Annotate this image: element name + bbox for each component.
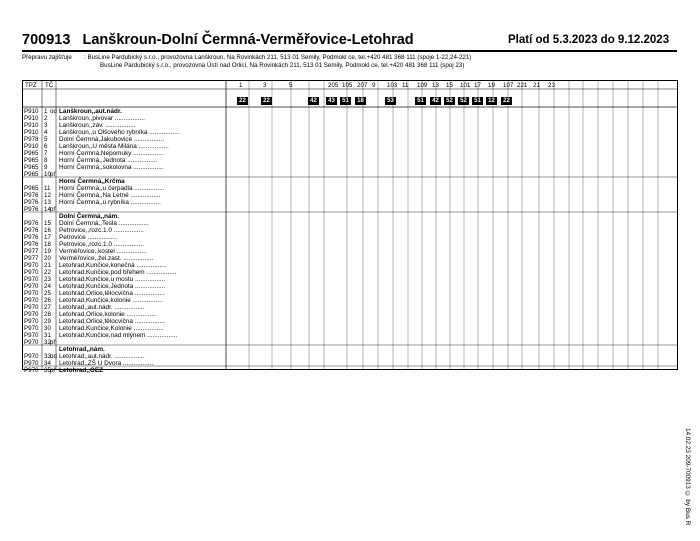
stop-tpz: P970 (24, 276, 39, 283)
stop-tpz: P965 (24, 171, 39, 178)
trip-number: 17 (474, 82, 481, 89)
stop-tc: 22 (44, 269, 51, 276)
line-number: 700913 (22, 32, 71, 48)
trip-badge: 22 (261, 97, 272, 105)
stop-tc: 11 (44, 185, 51, 192)
stop-tc: 16 (44, 227, 51, 234)
stop-tc: 28 (44, 311, 51, 318)
stop-tpz: P970 (24, 297, 39, 304)
carrier-label: Přepravu zajišťuje (22, 54, 72, 61)
stop-tc: 25 (44, 290, 51, 297)
stop-tpz: P910 (24, 122, 39, 129)
validity-period: Platí od 5.3.2023 do 9.12.2023 (508, 34, 670, 46)
stop-name: Verměřovice,,kostel ................. (59, 248, 147, 255)
trip-number: 207 (357, 82, 368, 89)
trip-number: 221 (517, 82, 528, 89)
stop-tc: 1 (44, 108, 48, 115)
stop-name: Petrovice ................. (59, 234, 118, 241)
stop-km: př (50, 206, 56, 213)
stop-name: Horní Čermná,,Na Letné ................. (59, 192, 161, 199)
stop-tpz: P970 (24, 269, 39, 276)
stop-tc: 19 (44, 248, 51, 255)
stop-tpz: P976 (24, 192, 39, 199)
stop-tpz: P965 (24, 185, 39, 192)
stop-tpz: P970 (24, 353, 39, 360)
stop-name: Letohrad,Orlice,tělocvična ................. (59, 318, 165, 325)
carrier-line-1: : BusLine Pardubický s.r.o., provozovna Lanškroun, Na Rovinkách 211, 513 01 Semily, Podmokl ce, tel.+420 481 368 111 (spoje 1-22,24-221) (84, 54, 472, 61)
stop-tpz: P970 (24, 262, 39, 269)
stop-name: Letohrad,Kunčice,u mostu ................. (59, 276, 166, 283)
stop-name: Petrovice,,rozc.1.0 ................. (59, 227, 144, 234)
trip-number: 19 (488, 82, 495, 89)
trip-number: 9 (372, 82, 376, 89)
route-title: Lanškroun-Dolní Čermná-Verměřovice-Letohrad (82, 32, 414, 48)
stop-tc: 30 (44, 325, 51, 332)
stop-name: Letohrad,Kunčice,Kolonie ................. (59, 325, 164, 332)
trip-number: 15 (446, 82, 453, 89)
col-header-tc: TČ (45, 82, 54, 89)
stop-tc: 13 (44, 199, 51, 206)
stop-tc: 21 (44, 262, 51, 269)
stop-tc: 14 (44, 206, 51, 213)
stop-tc: 26 (44, 297, 51, 304)
stop-name: Horní Čermná,,u rybníka ................. (59, 199, 161, 206)
stop-name: Lanškroun,,u Olšového rybníka ................. (59, 129, 180, 136)
stop-km: př (50, 339, 56, 346)
stop-tpz: P970 (24, 332, 39, 339)
stop-tc: 8 (44, 157, 48, 164)
trip-number: 1 (239, 82, 243, 89)
stop-name: Dolní Čermná,,Tesla ................. (59, 220, 149, 227)
stop-km: př (50, 171, 56, 178)
stop-name: Letohrad,Kunčice,Jednota ................. (59, 283, 166, 290)
stop-name: Letohrad,Kunčice,kolonie ................. (59, 297, 163, 304)
trip-number: 101 (460, 82, 471, 89)
col-header-tpz: TPZ (25, 82, 37, 89)
stop-name: Letohrad,,ZŠ U Dvora ................. (59, 360, 154, 367)
stop-tc: 5 (44, 136, 48, 143)
stop-tc: 27 (44, 304, 51, 311)
trip-badge: 42 (430, 97, 441, 105)
stop-name: Letohrad,Kunčice,pod břehem ................. (59, 269, 177, 276)
stop-tpz: P970 (24, 311, 39, 318)
stop-name: Lanškroun,,U města Milána ................. (59, 143, 169, 150)
stop-tc: 2 (44, 115, 48, 122)
trip-badge: 12 (486, 97, 497, 105)
stop-tc: 35 (44, 367, 51, 374)
trip-number: 13 (432, 82, 439, 89)
stop-tpz: P965 (24, 157, 39, 164)
trip-number: 21 (533, 82, 540, 89)
stop-name: Dolní Čermná,Jakubovice ................. (59, 136, 165, 143)
trip-badge: 51 (472, 97, 483, 105)
trip-badge: 51 (415, 97, 426, 105)
stop-name: Letohrad,Orlice,tělocvična ................. (59, 290, 165, 297)
stop-name: Horní Čermná,,Jednota ................. (59, 157, 158, 164)
stop-name: Letohrad,,OEZ (59, 367, 104, 374)
stop-tc: 17 (44, 234, 51, 241)
stop-tpz: P977 (24, 255, 39, 262)
stop-name: Dolní Čermná,,nám. (59, 213, 120, 220)
trip-badge: 43 (326, 97, 337, 105)
trip-badge: 53 (385, 97, 396, 105)
carrier-line-2: BusLine Pardubický s.r.o., provozovna Ústí nad Orlicí, Na Rovinkách 211, 513 01 Semily, Podmokl ce, tel.+420 481 368 111 (spoj 23) (100, 62, 465, 69)
stop-km: od (50, 108, 57, 115)
stop-tc: 9 (44, 164, 48, 171)
stop-tpz: P970 (24, 339, 39, 346)
header-rule (22, 50, 677, 52)
trip-badge: 22 (501, 97, 512, 105)
stop-tpz: P970 (24, 325, 39, 332)
stop-tpz: P970 (24, 290, 39, 297)
stop-tpz: P910 (24, 129, 39, 136)
stop-name: Lanškroun,,pivovar ................. (59, 115, 145, 122)
stop-tc: 15 (44, 220, 51, 227)
stop-tpz: P976 (24, 199, 39, 206)
stop-name: Lanškroun,,aut.nádr. (59, 108, 122, 115)
stop-tc: 33 (44, 353, 51, 360)
trip-number: 23 (548, 82, 555, 89)
stop-km: př (50, 367, 56, 374)
trip-number: 105 (342, 82, 353, 89)
timetable-title (22, 32, 414, 48)
stop-tc: 32 (44, 339, 51, 346)
stop-tpz: P976 (24, 241, 39, 248)
trip-number: 11 (402, 82, 409, 89)
stop-tpz: P976 (24, 206, 39, 213)
trip-number: 107 (503, 82, 514, 89)
stop-tpz: P970 (24, 318, 39, 325)
stop-name: Horní Čermná,,Krčma (59, 178, 125, 185)
stop-name: Horní Čermná,,sokolovna ................. (59, 164, 164, 171)
stop-name: Letohrad,Kunčice,nad mlýnem ................. (59, 332, 178, 339)
stop-tpz: P976 (24, 234, 39, 241)
stop-tpz: P910 (24, 143, 39, 150)
trip-badge: 52 (444, 97, 455, 105)
stop-tpz: P910 (24, 115, 39, 122)
footer-side-text: 14.02.23 209-700913 © by Bus R (684, 428, 691, 526)
stop-name: Letohrad,,nám. (59, 346, 105, 353)
stop-tc: 4 (44, 129, 48, 136)
stop-tc: 12 (44, 192, 51, 199)
stop-tpz: P970 (24, 283, 39, 290)
stop-name: Letohrad,Orlice,kolonie ................. (59, 311, 157, 318)
trip-badge: 52 (458, 97, 469, 105)
trip-badge: 51 (340, 97, 351, 105)
stop-tpz: P970 (24, 367, 39, 374)
stop-tc: 31 (44, 332, 51, 339)
stop-tpz: P970 (24, 304, 39, 311)
stop-name: Letohrad,Kunčice,konečná ................. (59, 262, 167, 269)
timetable (22, 80, 678, 374)
stop-tc: 24 (44, 283, 51, 290)
trip-badge: 42 (308, 97, 319, 105)
trip-number: 205 (328, 82, 339, 89)
stop-tc: 7 (44, 150, 48, 157)
stop-name: Letohrad,,aut.nádr. ................. (59, 304, 145, 311)
stop-km: od (50, 353, 57, 360)
stop-tpz: P965 (24, 164, 39, 171)
stop-tpz: P976 (24, 220, 39, 227)
stop-tc: 18 (44, 241, 51, 248)
stop-tpz: P977 (24, 248, 39, 255)
stop-tc: 6 (44, 143, 48, 150)
stop-tpz: P976 (24, 227, 39, 234)
trip-number: 5 (289, 82, 293, 89)
stop-tc: 29 (44, 318, 51, 325)
stop-tc: 34 (44, 360, 51, 367)
trip-number: 3 (263, 82, 267, 89)
stop-tpz: P910 (24, 108, 39, 115)
stop-name: Petrovice,,rozc.1.0 ................. (59, 241, 144, 248)
stop-name: Lanškroun,,záv. ................. (59, 122, 136, 129)
stop-tpz: P978 (24, 136, 39, 143)
stop-tc: 23 (44, 276, 51, 283)
stop-name: Horní Čermná,,u čerpadla ................. (59, 185, 165, 192)
stop-tpz: P970 (24, 360, 39, 367)
stop-name: Letohrad,,aut.nádr. ................. (59, 353, 145, 360)
trip-badge: 22 (237, 97, 248, 105)
stop-tc: 20 (44, 255, 51, 262)
trip-number: 109 (417, 82, 428, 89)
trip-badge: 18 (355, 97, 366, 105)
stop-tc: 3 (44, 122, 48, 129)
trip-number: 103 (387, 82, 398, 89)
stop-tpz: P965 (24, 150, 39, 157)
stop-tc: 10 (44, 171, 51, 178)
stop-name: Verměřovice,,žel.zast. ................. (59, 255, 154, 262)
stop-name: Horní Čermná,Nepomuky ................. (59, 150, 164, 157)
